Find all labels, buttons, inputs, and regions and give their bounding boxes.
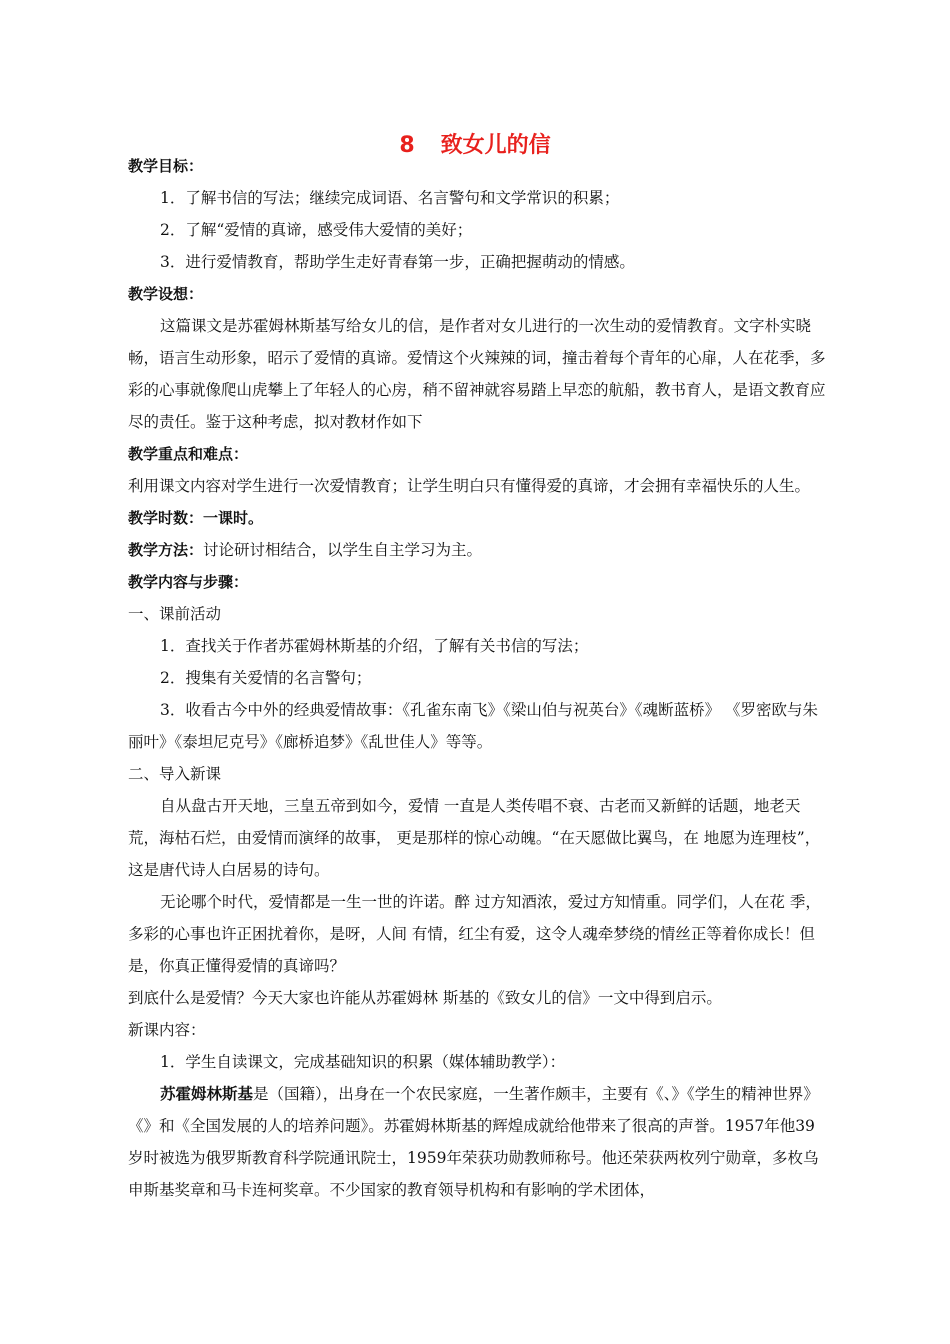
objectives-heading: 教学目标： xyxy=(128,157,204,175)
design-heading: 教学设想： xyxy=(128,285,204,303)
author-bio xyxy=(128,1078,828,1206)
lesson-title: 致女儿的信 xyxy=(440,133,551,158)
part1-item: 1．查找关于作者苏霍姆林斯基的介绍，了解有关书信的写法； xyxy=(160,637,589,655)
part1-item: 3．收看古今中外的经典爱情故事：《孔雀东南飞》《梁山伯与祝英台》《魂断蓝桥》 《罗密欧与朱丽叶》《泰坦尼克号》《廊桥追梦》《乱世佳人》等等。 xyxy=(128,701,819,751)
author-name: 苏霍姆林斯基 xyxy=(160,1085,254,1103)
focus-paragraph: 利用课文内容对学生进行一次爱情教育；让学生明白只有懂得爱的真谛，才会拥有幸福快乐的人生。 xyxy=(128,477,811,495)
new-content-item: 1．学生自读课文，完成基础知识的积累（媒体辅助教学）： xyxy=(160,1053,566,1071)
method-label: 教学方法： xyxy=(128,541,204,559)
focus-heading: 教学重点和难点： xyxy=(128,445,249,463)
author-bio-text: 是（国籍），出身在一个农民家庭，一生著作颇丰，主要有《、》《学生的精神世界》《》和《全国发展的人的培养问题》。苏霍姆林斯基的辉煌成就给他带来了很高的声誉。1957年他39岁时被选为俄罗斯教育科学院通讯院士，1959年荣获功勋教师称号。他还荣获两枚列宁勋章，多枚乌申斯基奖章和马卡连柯奖章。不少国家的教育领导机构和有影响的学术团体， xyxy=(128,1085,819,1199)
part2-paragraph: 到底什么是爱情？今天大家也许能从苏霍姆林 斯基的《致女儿的信》一文中得到启示。 xyxy=(128,989,722,1007)
teaching-hours: 教学时数：一课时。 xyxy=(128,509,264,527)
design-paragraph: 这篇课文是苏霍姆林斯基写给女儿的信，是作者对女儿进行的一次生动的爱情教育。文字朴实晓畅，语言生动形象，昭示了爱情的真谛。爱情这个火辣辣的词，撞击着每个青年的心扉，人在花季，多彩的心事就像爬山虎攀上了年轻人的心房，稍不留神就容易踏上早恋的航船，教书育人，是语文教育应尽的责任。鉴于这种考虑，拟对教材作如下 xyxy=(128,317,826,431)
part2-title: 二、导入新课 xyxy=(128,765,222,783)
part2-paragraph: 自从盘古开天地，三皇五帝到如今，爱情 一直是人类传唱不衰、古老而又新鲜的话题，地老天荒，海枯石烂，由爱情而演绎的故事， 更是那样的惊心动魄。“在天愿做比翼鸟，在 地愿为连理枝”，这是唐代诗人白居易的诗句。 xyxy=(128,797,821,879)
part1-title: 一、课前活动 xyxy=(128,605,222,623)
new-content-title: 新课内容： xyxy=(128,1021,206,1039)
document-body xyxy=(128,150,828,1206)
lesson-number: 8 xyxy=(399,133,415,158)
part2-paragraph: 无论哪个时代，爱情都是一生一世的许诺。醉 过方知酒浓，爱过方知情重。同学们，人在花 季，多彩的心事也许正困扰着你，是呀，人间 有情，红尘有爱，这令人魂牵梦绕的情丝正等着你成长！但是，你真正懂得爱情的真谛吗？ xyxy=(128,893,821,975)
method-text: 讨论研讨相结合，以学生自主学习为主。 xyxy=(203,541,483,559)
objective-item: 3．进行爱情教育，帮助学生走好青春第一步，正确把握萌动的情感。 xyxy=(160,253,635,271)
teaching-method xyxy=(128,534,828,566)
part1-item: 2．搜集有关爱情的名言警句； xyxy=(160,669,372,687)
objective-item: 1．了解书信的写法；继续完成词语、名言警句和文学常识的积累； xyxy=(160,189,620,207)
objective-item: 2．了解“爱情的真谛，感受伟大爱情的美好； xyxy=(160,221,473,239)
steps-heading: 教学内容与步骤： xyxy=(128,573,249,591)
